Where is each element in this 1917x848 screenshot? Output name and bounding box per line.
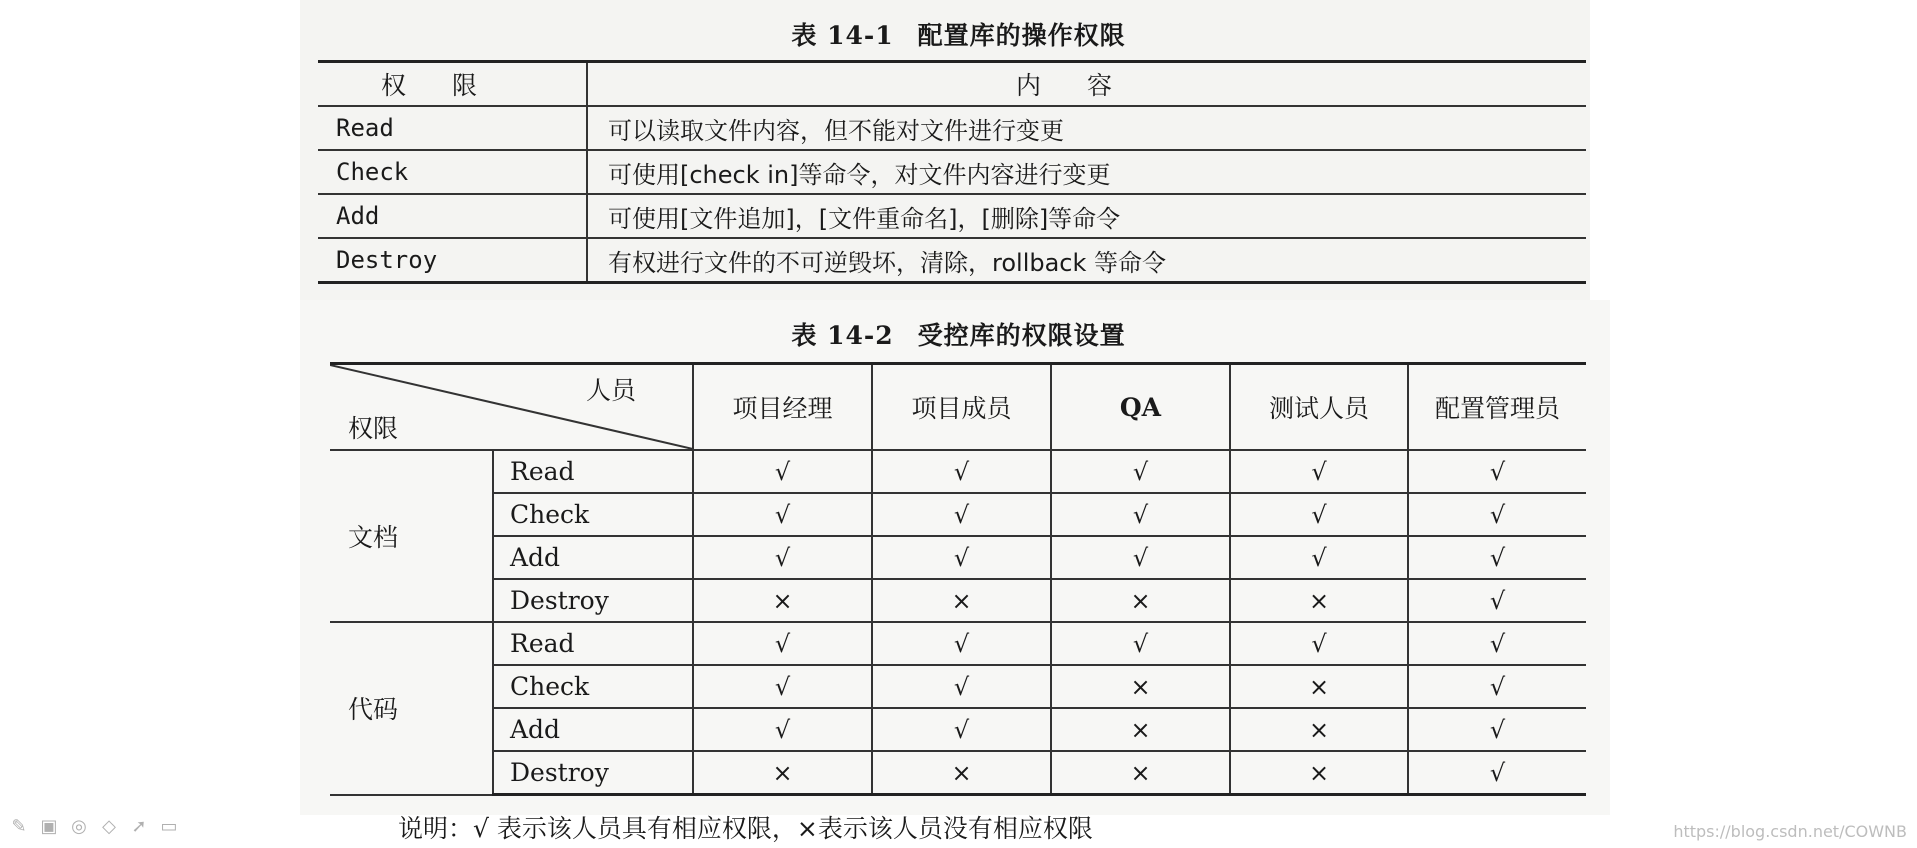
table-row — [330, 579, 1586, 622]
permission-mark: √ — [1408, 579, 1586, 622]
permission-mark: × — [872, 579, 1051, 622]
permission-mark: × — [1051, 579, 1230, 622]
permission-mark: × — [1230, 751, 1408, 795]
permission-mark: √ — [1230, 450, 1408, 493]
corner-label-personnel: 人员 — [585, 376, 636, 405]
role-header: QA — [1051, 364, 1230, 451]
permission-mark: √ — [693, 493, 872, 536]
permission-label: Destroy — [493, 579, 693, 622]
table-row — [330, 493, 1586, 536]
table1-perm-cell: Check — [318, 150, 587, 194]
permission-mark: × — [693, 751, 872, 795]
permission-label: Check — [493, 493, 693, 536]
table1-header-content: 内容 — [587, 62, 1586, 107]
permission-mark: × — [1230, 708, 1408, 751]
table1-header-permission: 权限 — [318, 62, 587, 107]
permission-mark: √ — [872, 450, 1051, 493]
table-row — [318, 150, 1586, 194]
permission-mark: × — [1051, 751, 1230, 795]
table-row — [330, 751, 1586, 795]
permission-mark: √ — [693, 536, 872, 579]
permission-label: Read — [493, 622, 693, 665]
table-row — [318, 106, 1586, 150]
permission-label: Check — [493, 665, 693, 708]
table1-title-text: 配置库的操作权限 — [917, 21, 1126, 50]
permission-label: Read — [493, 450, 693, 493]
table1-title-number: 表 14-1 — [791, 21, 894, 50]
table1-desc-cell: 可使用[文件追加]，[文件重命名]，[删除]等命令 — [587, 194, 1586, 238]
window-icon[interactable]: ▭ — [160, 816, 178, 837]
role-header: 测试人员 — [1230, 364, 1408, 451]
table1-header-row — [318, 62, 1586, 107]
permission-mark: × — [1051, 708, 1230, 751]
permission-mark: √ — [1408, 493, 1586, 536]
table1-title — [0, 16, 1917, 52]
table-row — [318, 238, 1586, 283]
permission-label: Destroy — [493, 751, 693, 795]
table1-desc-cell: 有权进行文件的不可逆毁坏，清除，rollback 等命令 — [587, 238, 1586, 283]
permission-mark: × — [1230, 665, 1408, 708]
watermark-url: https://blog.csdn.net/COWNB — [1673, 822, 1907, 841]
permission-mark: √ — [872, 622, 1051, 665]
permission-mark: √ — [693, 665, 872, 708]
table2-title-number: 表 14-2 — [791, 321, 894, 350]
permission-mark: √ — [1051, 536, 1230, 579]
permission-table — [318, 60, 1586, 284]
permission-mark: √ — [872, 708, 1051, 751]
role-header: 配置管理员 — [1408, 364, 1586, 451]
role-header: 项目经理 — [693, 364, 872, 451]
permission-mark: √ — [693, 708, 872, 751]
permission-mark: √ — [693, 450, 872, 493]
permission-mark: √ — [1051, 622, 1230, 665]
permission-mark: √ — [1408, 665, 1586, 708]
permission-mark: √ — [872, 665, 1051, 708]
access-control-table — [330, 362, 1586, 796]
group-label: 代码 — [330, 622, 493, 795]
permission-mark: √ — [1051, 493, 1230, 536]
permission-mark: √ — [1230, 493, 1408, 536]
permission-mark: √ — [1408, 751, 1586, 795]
table1-perm-cell: Read — [318, 106, 587, 150]
permission-label: Add — [493, 536, 693, 579]
permission-label: Add — [493, 708, 693, 751]
permission-mark: × — [693, 579, 872, 622]
table2-corner-cell — [330, 364, 693, 451]
group-label: 文档 — [330, 450, 493, 622]
table2-header-row — [330, 364, 1586, 451]
table-row — [330, 665, 1586, 708]
edit-icon[interactable]: ✎ — [11, 816, 27, 837]
permission-mark: √ — [1051, 450, 1230, 493]
table1-perm-cell: Add — [318, 194, 587, 238]
permission-mark: √ — [1230, 536, 1408, 579]
table1-desc-cell: 可使用[check in]等命令，对文件内容进行变更 — [587, 150, 1586, 194]
image-icon[interactable]: ▣ — [40, 816, 58, 837]
permission-mark: × — [1230, 579, 1408, 622]
table1-perm-cell: Destroy — [318, 238, 587, 283]
permission-mark: √ — [693, 622, 872, 665]
viewer-toolbar — [8, 816, 180, 838]
permission-mark: √ — [1408, 450, 1586, 493]
table-row — [330, 450, 1586, 493]
corner-label-permission: 权限 — [348, 414, 399, 443]
circle-icon[interactable]: ◎ — [71, 816, 87, 837]
table2-title — [0, 316, 1917, 352]
pointer-icon[interactable]: ➚ — [131, 816, 147, 837]
permission-mark: √ — [872, 536, 1051, 579]
table-row — [330, 622, 1586, 665]
table1-desc-cell: 可以读取文件内容，但不能对文件进行变更 — [587, 106, 1586, 150]
table-row — [330, 536, 1586, 579]
permission-mark: √ — [1230, 622, 1408, 665]
table-row — [330, 708, 1586, 751]
role-header: 项目成员 — [872, 364, 1051, 451]
table-row — [318, 194, 1586, 238]
permission-mark: √ — [1408, 708, 1586, 751]
permission-mark: √ — [1408, 622, 1586, 665]
tag-icon[interactable]: ◇ — [102, 816, 116, 837]
table2-title-text: 受控库的权限设置 — [917, 321, 1126, 350]
permission-mark: × — [1051, 665, 1230, 708]
permission-mark: √ — [872, 493, 1051, 536]
permission-mark: √ — [1408, 536, 1586, 579]
permission-mark: × — [872, 751, 1051, 795]
table-note: 说明：√ 表示该人员具有相应权限，×表示该人员没有相应权限 — [398, 814, 1093, 843]
